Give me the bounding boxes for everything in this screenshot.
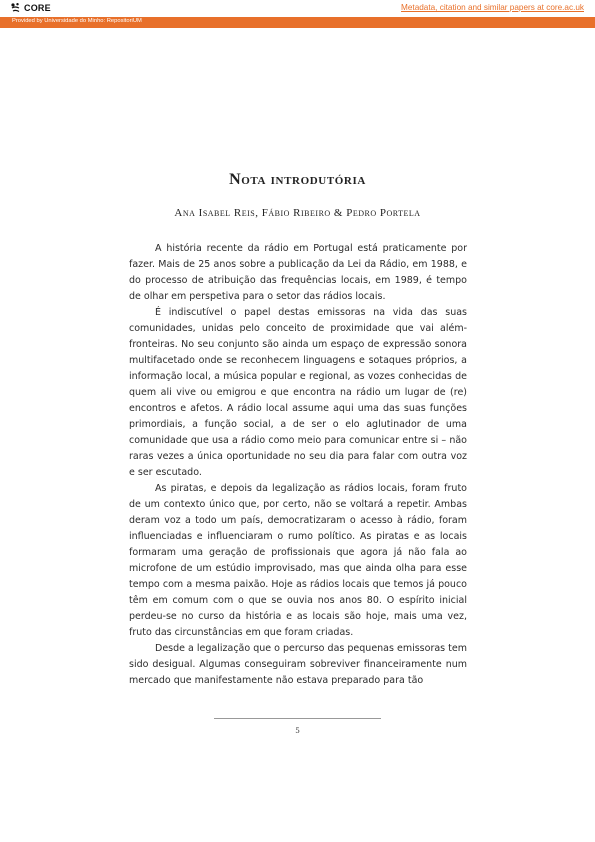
paragraph: Desde a legalização que o percurso das pequenas emissoras tem sido desigual. Algumas conseguiram sobreviver financeiramente num mercado que manifestamente não estava preparado para tão: [129, 643, 467, 686]
footnote-rule: [214, 718, 381, 719]
body-text: [129, 241, 467, 689]
paragraph: É indiscutível o papel destas emissoras na vida das suas comunidades, unidas pelo conceito de proximidade que vai além-fronteiras. No seu conjunto são ainda um espaço de expressão sonora multifacetado onde se reconhecem linguagens e sotaques próprios, a informação local, a música popular e regional, as vozes conhecidas de quem ali vive ou emigrou e que encontra na rádio um lugar de (re) encontros e afetos. A rádio local assume aqui uma das suas funções primordiais, a função social, a de ser o elo aglutinador de uma comunidade que usa a rádio como meio para comunicar entre si – não raras vezes a única oportunidade no seu dia para falar com outra voz e ser escutado.: [129, 307, 467, 478]
core-logo-text: CORE: [24, 3, 51, 13]
provided-by-text[interactable]: Provided by Universidade do Minho: RepositoriUM: [12, 18, 142, 24]
page-number: 5: [295, 725, 300, 735]
provided-by-bar: [0, 17, 595, 28]
paragraph: As piratas, e depois da legalização as rádios locais, foram fruto de um contexto único que, por certo, não se voltará a repetir. Ambas deram voz a todo um país, democratizaram o acesso à rádio, foram influenciadas e influenciaram o rumo político. As piratas e as locais formaram uma geração de profissionais que agora já não fala ao microfone de um estúdio improvisado, mas que ainda olha para esse tempo com a mesma paixão. Hoje as rádios locais que temos já pouco têm em comum com o que se ouvia nos anos 80. O espírito inicial perdeu-se no curso da história e as locais são hoje, mais uma vez, fruto das circunstâncias em que foram criadas.: [129, 483, 467, 638]
document-title: Nota introdutória: [229, 171, 366, 188]
core-logo[interactable]: [10, 2, 51, 14]
core-banner: [0, 0, 595, 17]
metadata-link[interactable]: Metadata, citation and similar papers at core.ac.uk: [401, 3, 584, 12]
document-authors: Ana Isabel Reis, Fábio Ribeiro & Pedro Portela: [174, 207, 421, 219]
core-logo-icon: [10, 2, 21, 14]
paragraph: A história recente da rádio em Portugal está praticamente por fazer. Mais de 25 anos sobre a publicação da Lei da Rádio, em 1988, e do processo de atribuição das frequências locais, em 1989, é tempo de olhar em perspetiva para o setor das rádios locais.: [129, 243, 467, 302]
